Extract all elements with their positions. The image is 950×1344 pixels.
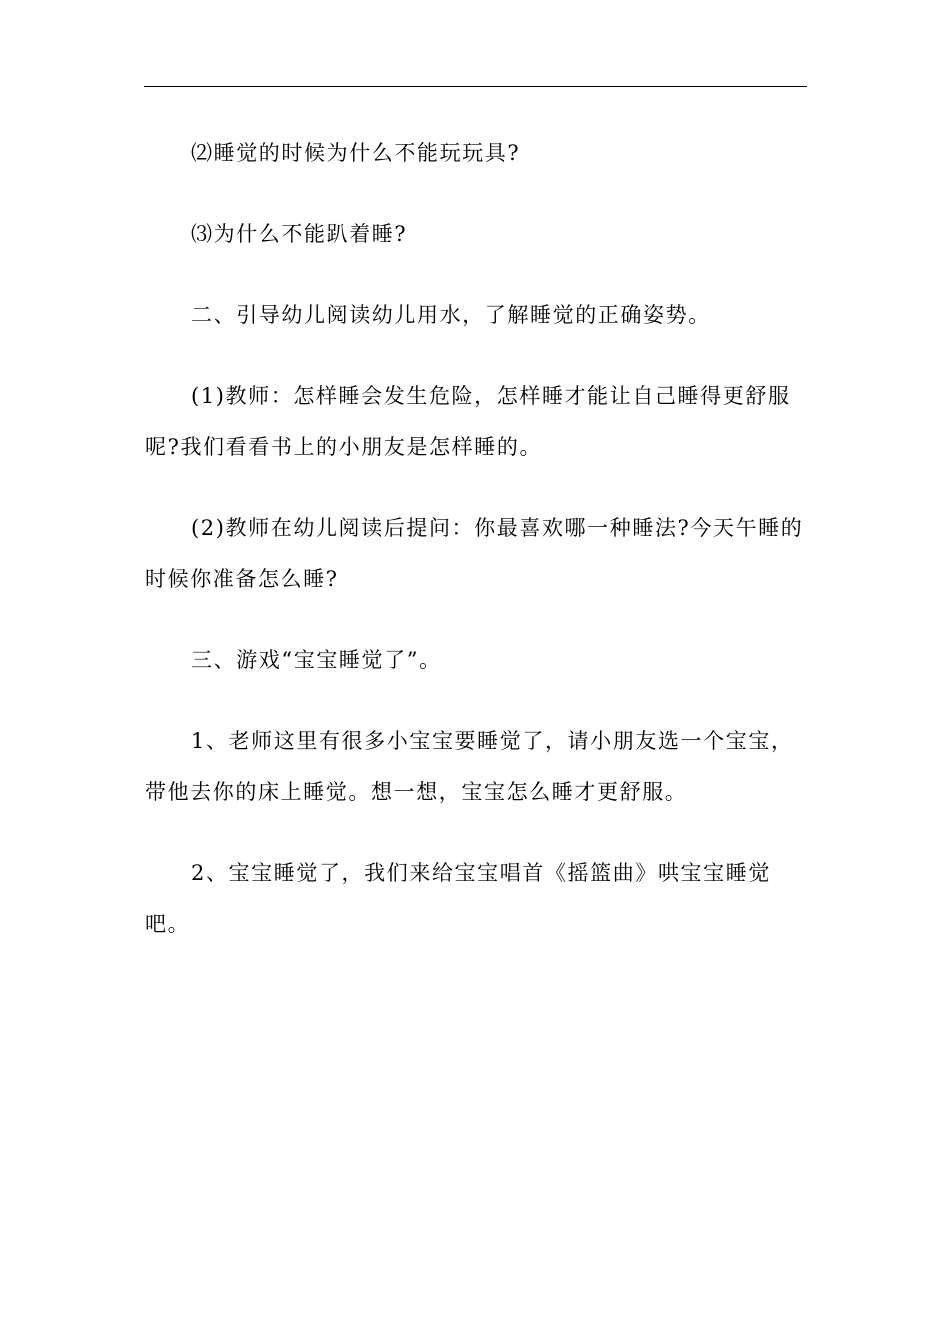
header-rule (144, 86, 807, 87)
paragraph-question-2: ⑵睡觉的时候为什么不能玩玩具? (191, 141, 521, 165)
paragraph-teacher-question-1: (1)教师：怎样睡会发生危险，怎样睡才能让自己睡得更舒服呢?我们看看书上的小朋友是怎样睡的。 (145, 384, 791, 459)
section-heading-3: 三、游戏“宝宝睡觉了”。 (191, 648, 442, 672)
paragraph-teacher-question-2: (2)教师在幼儿阅读后提问：你最喜欢哪一种睡法?今天午睡的时候你准备怎么睡? (145, 516, 804, 591)
paragraph-game-step-1: 1、老师这里有很多小宝宝要睡觉了，请小朋友选一个宝宝，带他去你的床上睡觉。想一想，宝宝怎么睡才更舒服。 (145, 729, 794, 804)
section-heading-2: 二、引导幼儿阅读幼儿用水，了解睡觉的正确姿势。 (191, 303, 711, 327)
paragraph-question-3: ⑶为什么不能趴着睡? (191, 222, 408, 246)
paragraph-game-step-2: 2、宝宝睡觉了，我们来给宝宝唱首《摇篮曲》哄宝宝睡觉吧。 (145, 861, 771, 936)
document-body (145, 128, 807, 980)
